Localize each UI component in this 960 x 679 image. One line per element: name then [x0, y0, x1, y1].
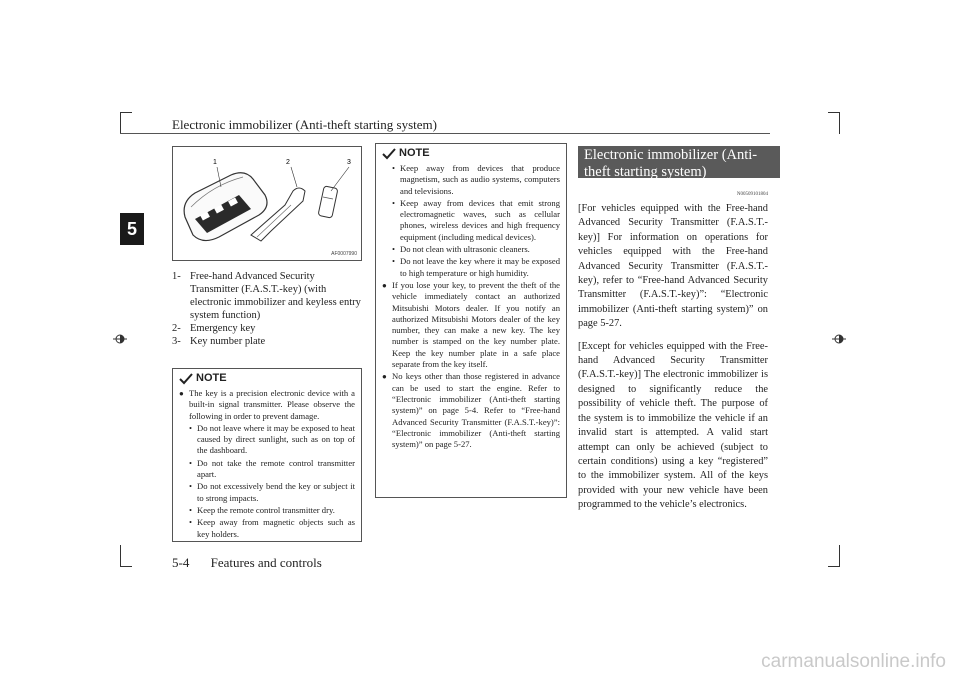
note-box: [172, 368, 362, 542]
note-heading: NOTE: [382, 148, 560, 160]
note-subitem: • Do not excessively bend the key or subject it to strong impacts.: [189, 481, 355, 503]
footer-section: Features and controls: [210, 555, 322, 570]
note-subitem: • Do not leave the key where it may be exposed to high temperature or high humidity.: [392, 256, 560, 278]
watermark: carmanualsonline.info: [761, 651, 946, 672]
page-header-title: Electronic immobilizer (Anti-theft starting system): [172, 117, 437, 132]
parts-list-item: 2- Emergency key: [172, 323, 256, 334]
crop-mark: [120, 112, 121, 134]
key-illustration: [173, 147, 361, 260]
crop-mark: [839, 112, 840, 134]
crop-mark: [120, 545, 121, 567]
crop-mark: [839, 545, 840, 567]
note-bullet: ● If you lose your key, to prevent the theft of the vehicle immediately contact an authorized Mitsubishi Motors dealer. If you notify an authorized Mitsubishi Motors dealer of the key number, they can make a new key. The key number is stamped on the key number plate. Keep the key number plate in a safe place separate from the key itself.: [382, 279, 560, 370]
crop-mark: [120, 566, 132, 567]
note-bullet: ● No keys other than those registered in advance can be used to start the engine. Refer to “Electronic immobilizer (Anti-theft starting system)” on page 5-4. Refer to “Free-hand Advanced Security Transmitter (F.A.S.T.-key)”: “Electronic immobilizer (Anti-theft starting system)” on page 5-27.: [382, 371, 560, 450]
body-paragraph: [For vehicles equipped with the Free-hand Advanced Security Transmitter (F.A.S.T.-key)] For information on operations for vehicles equipped with the Free-hand Advanced Security Transmitter (F.A.S.T.-key), refer to “Free-hand Advanced Security Transmitter (F.A.S.T.-key)”: “Electronic immobilizer (Anti-theft starting system)” on page 5-27.: [578, 203, 768, 330]
registration-mark-left: [113, 332, 127, 346]
parts-list-item: 3- Key number plate: [172, 336, 266, 347]
checkmark-pencil-icon: [179, 373, 193, 385]
crop-mark: [828, 566, 840, 567]
crop-mark: [120, 112, 132, 113]
body-paragraph: [Except for vehicles equipped with the Free-hand Advanced Security Transmitter (F.A.S.T.-key)] The electronic immobilizer is designed to significantly reduce the possibility of vehicle theft. The purpose of the system is to immobilize the vehicle if an invalid start is attempted. A valid start attempt can only be achieved (subject to certain conditions) using a key “registered” to the immobilizer system. All of the keys provided with your new vehicle have been programmed to the vehicle’s electronics.: [578, 340, 768, 511]
header-rule: [120, 133, 770, 134]
chapter-tab: 5: [120, 213, 144, 245]
checkmark-pencil-icon: [382, 148, 396, 160]
note-heading: NOTE: [179, 373, 355, 385]
section-heading: Electronic immobilizer (Anti-theft starting system): [578, 146, 780, 178]
document-code: N00509101804: [736, 192, 768, 197]
note-subitem: • Keep away from devices that emit strong electromagnetic waves, such as cellular phones, wireless devices and high frequency equipment (including medical devices).: [392, 197, 560, 242]
note-subitem: • Do not leave where it may be exposed to heat caused by direct sunlight, such as on top of the dashboard.: [189, 422, 355, 456]
note-subitem: • Keep away from magnetic objects such as key holders.: [189, 517, 355, 539]
callout-3: 3: [347, 159, 351, 166]
page-footer: [172, 555, 340, 571]
figure-code: AF0007990: [331, 251, 357, 257]
note-box: [375, 143, 567, 498]
note-subitem: • Do not take the remote control transmitter apart.: [189, 457, 355, 480]
section-body: [578, 202, 768, 521]
page-number: 5-4: [172, 555, 190, 570]
callout-1: 1: [213, 159, 217, 166]
note-subitem: • Do not clean with ultrasonic cleaners.: [392, 244, 530, 255]
note-bullet: ● The key is a precision electronic device with a built-in signal transmitter. Please observe the following in order to prevent damage.: [179, 388, 355, 421]
key-figure: [172, 146, 362, 261]
note-subitem: • Keep the remote control transmitter dry.: [189, 504, 335, 515]
parts-list-item: 1- Free-hand Advanced Security Transmitter (F.A.S.T.-key) (with electronic immobilizer and keyless entry system function): [172, 271, 361, 321]
registration-mark-right: [832, 332, 846, 346]
parts-list: [172, 270, 362, 348]
note-subitem: • Keep away from devices that produce magnetism, such as audio systems, computers and televisions.: [392, 163, 560, 196]
crop-mark: [828, 112, 840, 113]
callout-2: 2: [286, 159, 290, 166]
